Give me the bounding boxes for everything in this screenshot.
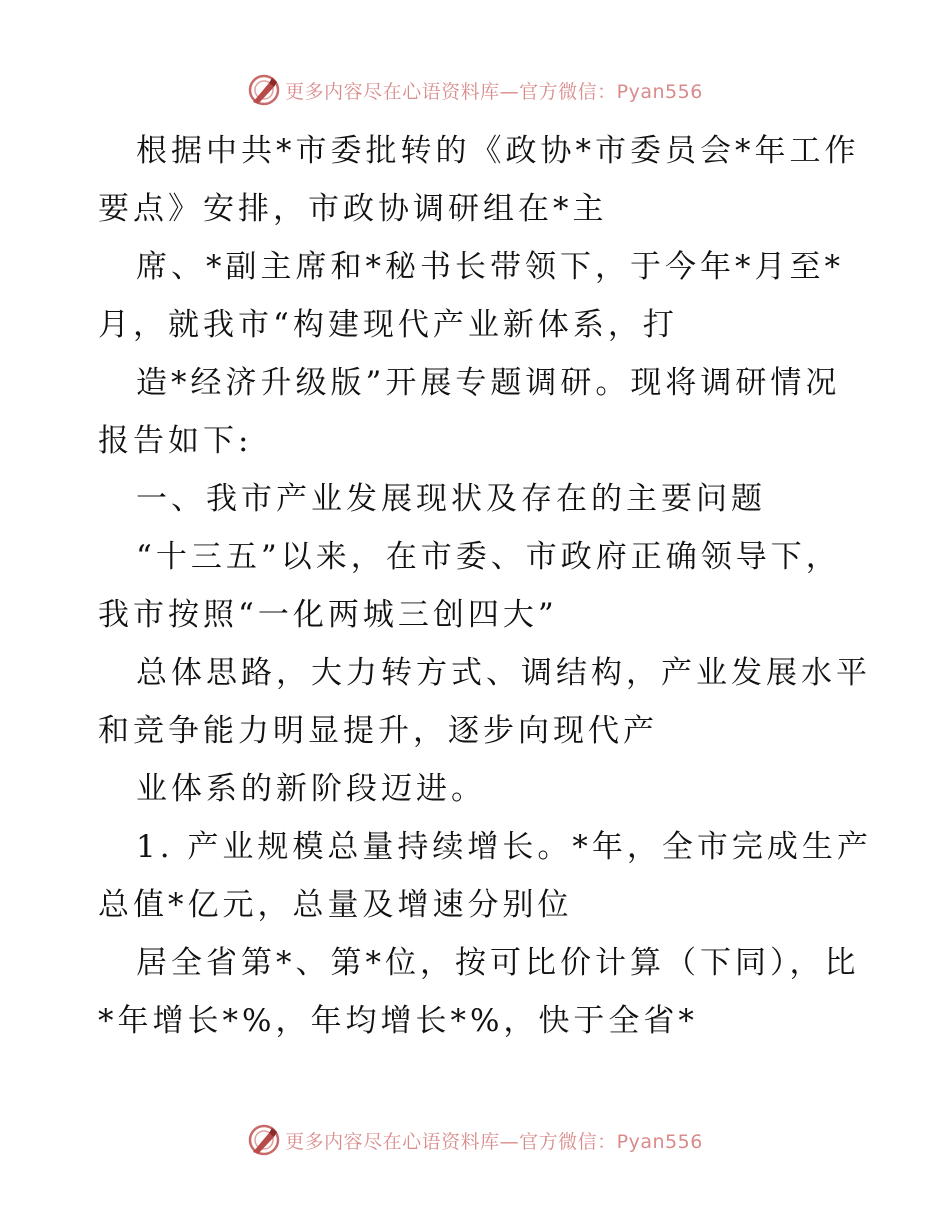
watermark-text: 更多内容尽在心语资料库—官方微信：Pyan556 <box>285 1130 703 1153</box>
body-text-line: 我市按照“一化两城三创四大” <box>98 597 558 633</box>
body-text-line: 1. 产业规模总量持续增长。*年，全市完成生产 <box>136 829 872 865</box>
header-watermark <box>0 70 950 110</box>
pen-circle-logo-icon <box>247 73 281 107</box>
body-text-line: 根据中共*市委批转的《政协*市委员会*年工作 <box>136 133 860 169</box>
body-text-line: 报告如下: <box>98 423 253 459</box>
body-text-line: 和竞争能力明显提升，逐步向现代产 <box>98 713 658 749</box>
body-text-line: 总值*亿元，总量及增速分别位 <box>98 887 573 923</box>
body-text-line: 一、我市产业发展现状及存在的主要问题 <box>136 481 766 517</box>
body-text-line: “十三五”以来，在市委、市政府正确领导下， <box>136 539 841 575</box>
body-text-line: 总体思路，大力转方式、调结构，产业发展水平 <box>136 655 871 691</box>
document-body <box>98 122 872 1050</box>
watermark-text: 更多内容尽在心语资料库—官方微信：Pyan556 <box>285 80 703 103</box>
pen-circle-logo-icon <box>247 1123 281 1157</box>
footer-watermark <box>0 1120 950 1160</box>
body-text-line: 造*经济升级版”开展专题调研。现将调研情况 <box>136 365 841 401</box>
body-text-line: *年增长*%，年均增长*%，快于全省* <box>98 1003 698 1039</box>
body-text-line: 业体系的新阶段迈进。 <box>136 771 486 807</box>
body-text-line: 席、*副主席和*秘书长带领下，于今年*月至* <box>136 249 844 285</box>
body-text-line: 要点》安排，市政协调研组在*主 <box>98 191 608 227</box>
body-text-line: 居全省第*、第*位，按可比价计算（下同），比 <box>136 945 860 981</box>
body-text-line: 月，就我市“构建现代产业新体系，打 <box>98 307 678 343</box>
